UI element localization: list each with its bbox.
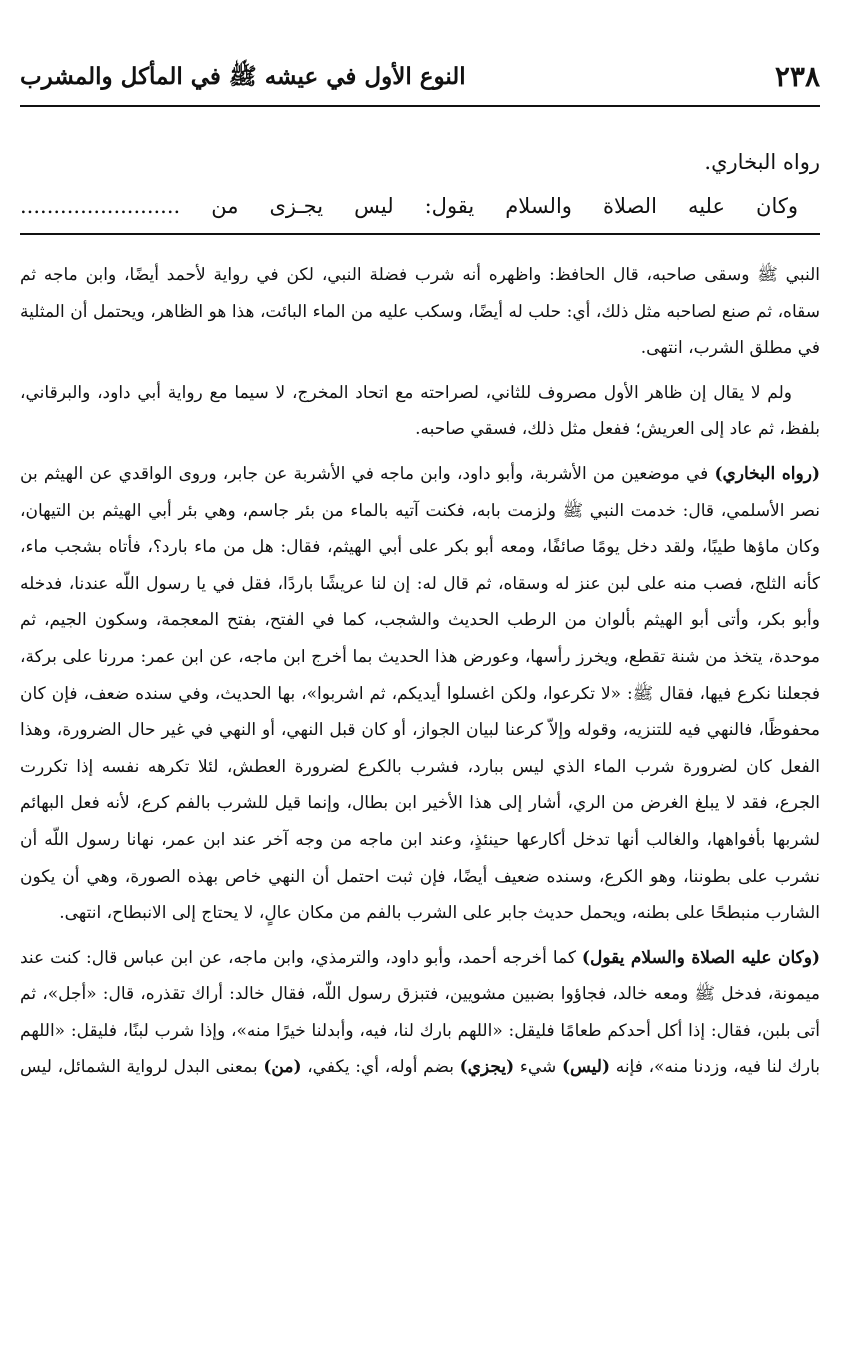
commentary-paragraph-4-text-3: بضم أوله، أي: يكفي، <box>301 1057 460 1078</box>
commentary-paragraph-4-text: كما أخرجه أحمد، وأبو داود، والترمذي، وابن ماجه، عن ابن عباس قال: كنت عند ميمونة، فدخل ﷺ ومعه خالد، فجاؤوا بضبين مشويين، فتبزق رسول اللّه، فقال خالد: أراك تقذره، قال: «أجل»، ثم أتى بلبن، فقال: إذا أكل أحدكم طعامًا فليقل: «اللهم بارك لنا، فيه، وأبدلنا خيرًا منه»، وإذا شرب لبنًا، فليقل: «اللهم بارك لنا فيه، وزدنا منه»، فإنه <box>20 947 820 1078</box>
main-text <box>20 140 820 228</box>
commentary-paragraph-2: ولم لا يقال إن ظاهر الأول مصروف للثاني، لصراحته مع اتحاد المخرج، لا سيما مع رواية أبي داود، والبرقاني، بلفظ، ثم عاد إلى العريش؛ ففعل مثل ذلك، فسقي صاحبه. <box>20 382 820 440</box>
commentary-lemma-2: (وكان عليه الصلاة والسلام يقول) <box>581 947 821 968</box>
commentary-lemma-3: (ليس) <box>561 1057 611 1078</box>
commentary-paragraph-4 <box>20 940 820 1086</box>
commentary-paragraph-3 <box>20 456 820 932</box>
commentary <box>20 257 820 1086</box>
page-number: ٢٣٨ <box>774 60 820 93</box>
main-text-line-2: وكان عليه الصلاة والسلام يقول: ليس يجـزى من ........................ <box>20 194 798 218</box>
main-text-line-1: رواه البخاري. <box>704 150 820 174</box>
commentary-separator <box>20 233 820 235</box>
commentary-lemma-1: (رواه البخاري) <box>714 463 820 484</box>
commentary-lemma-5: (من) <box>263 1057 302 1078</box>
chapter-title: النوع الأول في عيشه ﷺ في المأكل والمشرب <box>20 63 466 90</box>
commentary-paragraph-4-text-4: بمعنى البدل لرواية الشمائل، ليس <box>20 1057 264 1078</box>
commentary-lemma-4: (يجزي) <box>459 1057 515 1078</box>
commentary-paragraph-4-text-2: شيء <box>514 1057 562 1078</box>
commentary-paragraph-1: النبي ﷺ وسقى صاحبه، قال الحافظ: واظهره أنه شرب فضلة النبي، لكن في رواية لأحمد أيضًا، وابن ماجه ثم سقاه، ثم صنع لصاحبه مثل ذلك، أي: حلب له أيضًا، وسكب عليه من الماء البائت، هذا هو الظاهر، ويحتمل أن المثلية في مطلق الشرب، انتهى. <box>20 265 820 359</box>
header-rule <box>20 105 820 107</box>
commentary-paragraph-3-text: في موضعين من الأشربة، وأبو داود، وابن ماجه في الأشربة عن جابر، وروى الواقدي عن الهيثم بن نصر الأسلمي، قال: خدمت النبي ﷺ ولزمت بابه، فكنت آتيه بالماء من بئر جاسم، وهي بئر أبي الهيثم بن التيهان، وكان ماؤها طيبًا، ولقد دخل يومًا صائفًا، ومعه أبو بكر على أبي الهيثم، فقال: هل من ماء بارد؟، فأتاه بشجب ماء، كأنه الثلج، فصب منه على لبن عنز له وسقاه، ثم قال له: إن لنا عريشًا باردًا، فقل في يا رسول اللّه عندنا، فدخله وأبو بكر، وأتى أبو الهيثم بألوان من الرطب الحديث والشجب، كما في الفتح، بفتح المعجمة، وسكون الجيم، ثم موحدة، يتخذ من شنة تقطع، ويخرز رأسها، وعورض هذا الحديث بما أخرج ابن ماجه، عن ابن عمر: مررنا على بركة، فجعلنا نكرع فيها، فقال ﷺ: «لا تكرعوا، ولكن اغسلوا أيديكم، ثم اشربوا»، بها الحديث، وفي سنده ضعف، فإن كان محفوظًا، فالنهي فيه للتنزيه، وقوله وإلاّ كرعنا لبيان الجواز، أو كان قبل النهي، أو النهي في غير حال الضرورة، وهذا الفعل كان لضرورة شرب الماء الذي ليس ببارد، فشرب بالكرع لضرورة العطش، لئلا تكرهه نفسه إذا تكررت الجرع، فقد لا يبلغ الغرض من الري، أشار إلى هذا الأخير ابن بطال، وإنما قيل للشرب بالفم كرع، لأنه فعل البهائم لشربها بأفواهها، والغالب أنها تدخل أكارعها حينئذٍ، وعند ابن ماجه من وجه آخر عند ابن عمر، نهانا رسول اللّه أن نشرب على بطوننا، وهو الكرع، وسنده ضعيف أيضًا، فإن ثبت احتمل أن النهي خاص بهذه الصورة، وهي أن يكون الشارب منبطحًا على بطنه، ويحمل حديث جابر على الشرب بالفم من مكان عالٍ، لا يحتاج إلى الانبطاح، انتهى. <box>20 463 820 924</box>
